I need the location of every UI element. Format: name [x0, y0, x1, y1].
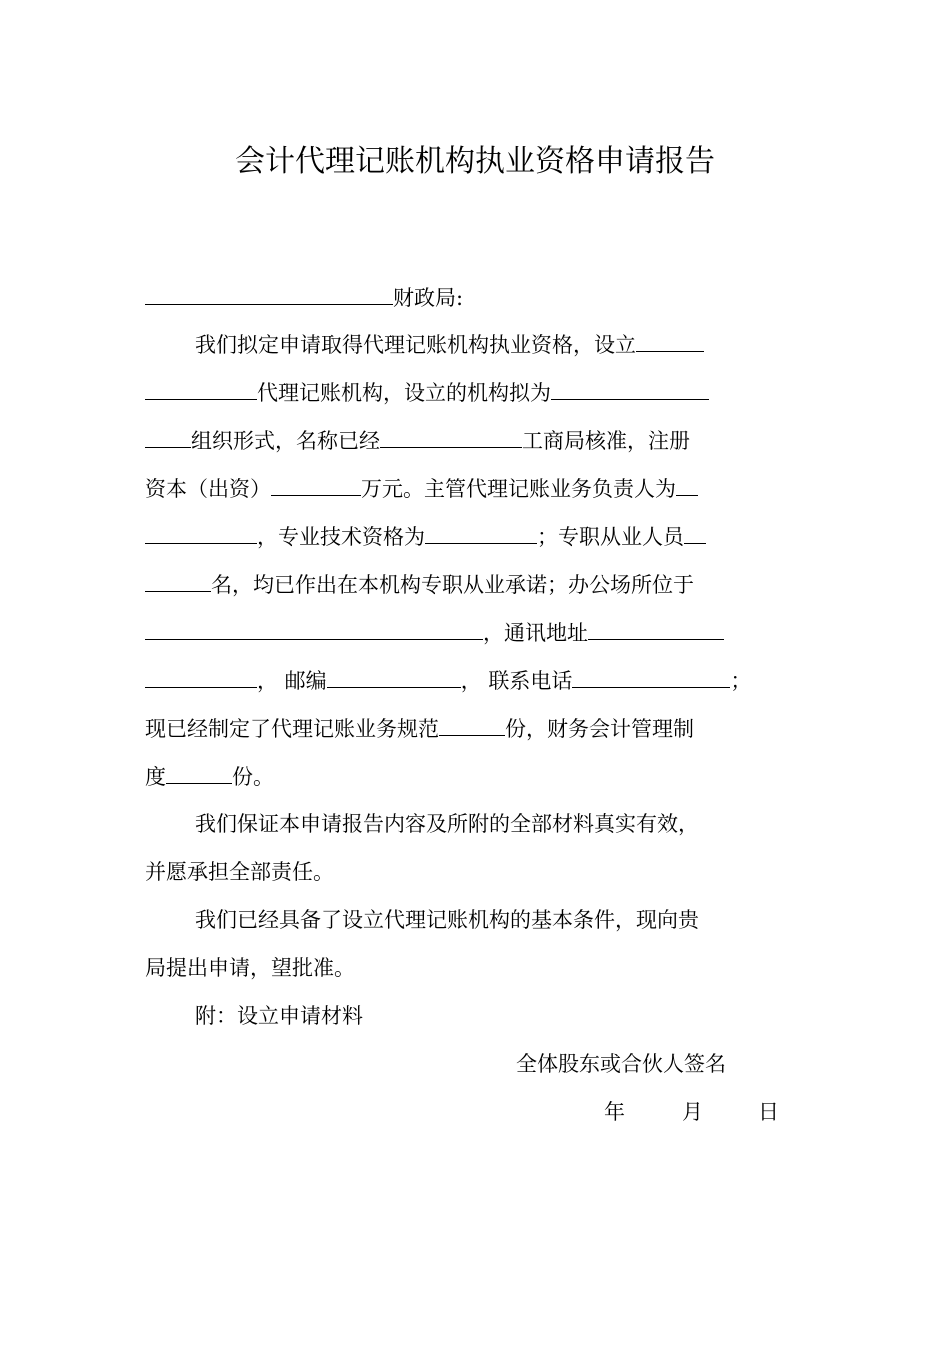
body-line-5	[145, 521, 706, 551]
blank-staff-count-cont[interactable]	[145, 569, 211, 592]
blank-postcode[interactable]	[327, 665, 461, 688]
attachment-line: 附：设立申请材料	[195, 1004, 363, 1028]
blank-finance-rules[interactable]	[166, 761, 232, 784]
blank-practice-norms[interactable]	[439, 713, 505, 736]
bureau-name-blank[interactable]	[145, 282, 393, 305]
body-line-7	[145, 617, 724, 647]
blank-staff-count[interactable]	[684, 521, 706, 544]
body-text: 份。	[232, 765, 274, 789]
date-year-label: 年	[604, 1100, 625, 1124]
blank-capital[interactable]	[271, 473, 361, 496]
body-text: 我们拟定申请取得代理记账机构执业资格，设立	[195, 333, 636, 357]
body-line-6	[145, 569, 694, 599]
body-line-3	[145, 425, 690, 455]
body-text: 代理记账机构，设立的机构拟为	[257, 381, 551, 405]
body-text: 组织形式，名称已经	[191, 429, 380, 453]
signature-label: 全体股东或合伙人签名	[516, 1052, 726, 1076]
blank-supervisor[interactable]	[676, 473, 698, 496]
body-text: 份，财务会计管理制	[505, 717, 694, 741]
body-line-2	[145, 377, 709, 407]
salutation-text: 财政局:	[393, 286, 464, 310]
body-text: ，通讯地址	[483, 621, 588, 645]
blank-mailing-address[interactable]	[588, 617, 724, 640]
body-line-8	[145, 665, 751, 695]
request-line-1: 我们已经具备了设立代理记账机构的基本条件，现向贵	[195, 908, 699, 932]
blank-qualification[interactable]	[425, 521, 537, 544]
blank-org-type-cont[interactable]	[145, 425, 191, 448]
blank-phone[interactable]	[572, 665, 730, 688]
salutation-line	[145, 282, 463, 312]
body-text: 资本（出资）	[145, 477, 271, 501]
body-text: 度	[145, 765, 166, 789]
body-text: ；专职从业人员	[537, 525, 684, 549]
body-line-4	[145, 473, 698, 503]
body-text: ，专业技术资格为	[257, 525, 425, 549]
body-text: ， 邮编	[257, 669, 327, 693]
date-month-label: 月	[682, 1100, 703, 1124]
body-text: 名，均已作出在本机构专职从业承诺；办公场所位于	[211, 573, 694, 597]
request-line-2: 局提出申请，望批准。	[145, 956, 355, 980]
body-text: ， 联系电话	[460, 669, 573, 693]
blank-name[interactable]	[380, 425, 522, 448]
body-line-1	[195, 329, 704, 359]
blank-supervisor-cont[interactable]	[145, 521, 257, 544]
blank-mailing-address-cont[interactable]	[145, 665, 257, 688]
guarantee-line-1: 我们保证本申请报告内容及所附的全部材料真实有效，	[195, 812, 699, 836]
blank-office-location[interactable]	[145, 617, 483, 640]
body-text: ；	[730, 669, 752, 693]
document-title: 会计代理记账机构执业资格申请报告	[235, 144, 715, 179]
body-line-9	[145, 713, 694, 743]
guarantee-line-2: 并愿承担全部责任。	[145, 860, 334, 884]
body-text: 万元。主管代理记账业务负责人为	[361, 477, 676, 501]
body-text: 现已经制定了代理记账业务规范	[145, 717, 439, 741]
body-text: 工商局核准，注册	[522, 429, 690, 453]
date-day-label: 日	[758, 1100, 779, 1124]
blank-establish[interactable]	[636, 329, 704, 352]
blank-establish-cont[interactable]	[145, 377, 257, 400]
body-line-10	[145, 761, 274, 791]
blank-org-type[interactable]	[551, 377, 709, 400]
